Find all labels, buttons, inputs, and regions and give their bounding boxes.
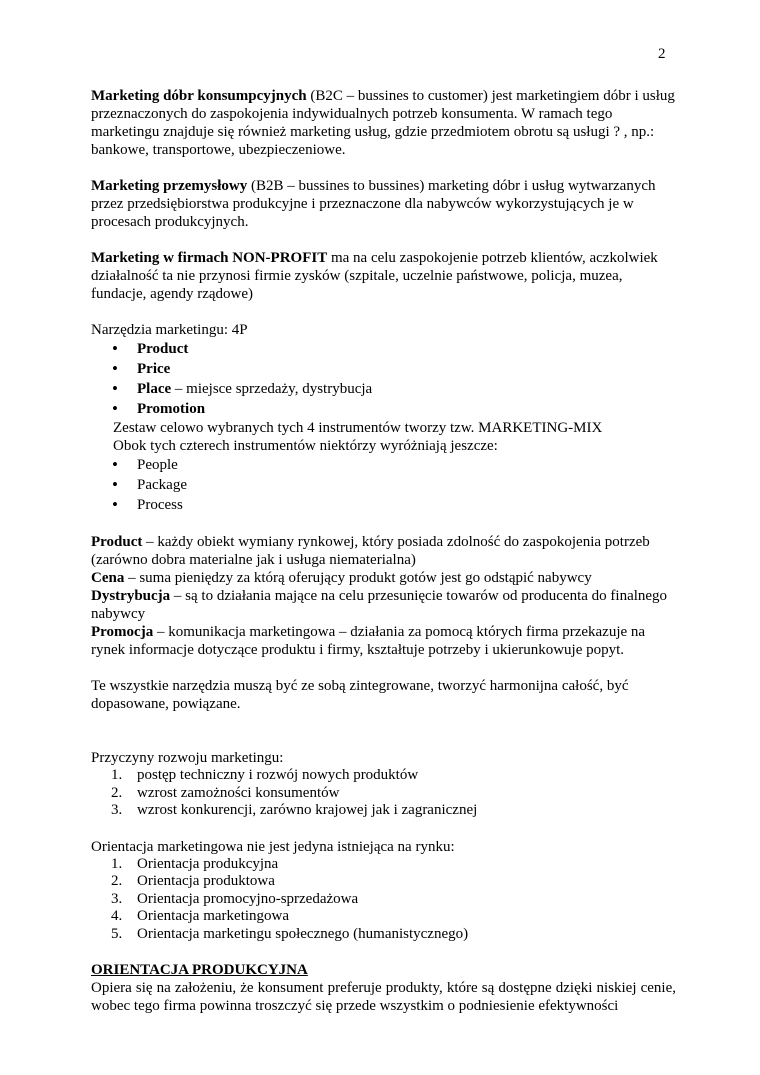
list-item: • Package (91, 475, 676, 495)
section-text: Opiera się na założeniu, że konsument preferuje produkty, które są dostępne dzięki niskiej cenie, wobec tego firma powinna troszczyć się przede wszystkim o podniesienie efektywności (91, 980, 676, 1014)
list-item: • Price (91, 359, 676, 379)
definition-dystrybucja: Dystrybucja – są to działania mające na celu przesunięcie towarów od producenta do finalnego nabywcy (91, 588, 668, 622)
list-item: 1. Orientacja produkcyjna (111, 855, 279, 872)
list-item: • Place – miejsce sprzedaży, dystrybucja (91, 379, 676, 399)
list-item: 4. Orientacja marketingowa (111, 908, 290, 924)
definition-promocja: Promocja – komunikacja marketingowa – działania za pomocą których firma przekazuje na rynek informacje dotyczące produktu i firmy, kształtuje potrzeby i ukierunkowuje popyt. (91, 624, 646, 658)
list-item: 2. wzrost zamożności konsumentów (111, 784, 340, 801)
tools-intro: Narzędzia marketingu: 4P (91, 322, 248, 338)
list-item: • Process (91, 495, 676, 515)
mix-line: Zestaw celowo wybranych tych 4 instrumentów tworzy tzw. MARKETING-MIX (113, 420, 603, 436)
definition-cena: Cena – suma pieniędzy za którą oferujący produkt gotów jest go odstąpić nabywcy (91, 570, 592, 586)
section-heading: ORIENTACJA PRODUKCYJNA (91, 962, 308, 978)
four-p-list (91, 339, 676, 419)
page-number: 2 (658, 46, 666, 62)
reasons-intro: Przyczyny rozwoju marketingu: (91, 750, 284, 766)
paragraph-b2b (91, 177, 676, 231)
list-item: 3. Orientacja promocyjno-sprzedażowa (111, 890, 359, 907)
reasons-list (91, 767, 676, 820)
page-body (91, 87, 676, 1015)
text-nonprofit: ma na celu zaspokojenie potrzeb klientów, aczkolwiek działalność ta nie przynosi firmie zysków (szpitale, uczelnie państwowe, policja, muzea, fundacje, agendy rządowe) (91, 250, 658, 302)
term-b2c: Marketing dóbr konsumpcyjnych (91, 88, 307, 104)
list-item: • Promotion (91, 399, 676, 419)
term-b2b: Marketing przemysłowy (91, 178, 248, 194)
list-item: 2. Orientacja produktowa (111, 873, 275, 889)
list-item: • Product (91, 339, 676, 359)
list-item: 1. postęp techniczny i rozwój nowych produktów (111, 767, 419, 783)
term-nonprofit: Marketing w firmach NON-PROFIT (91, 250, 328, 266)
paragraph-b2c (91, 87, 676, 159)
text-b2c: (B2C – bussines to customer) jest marketingiem dóbr i usług przeznaczonych do zaspokojenia indywidualnych potrzeb konsumenta. W ramach tego marketingu znajduje się również marketing usług, gdzie przedmiotem obrotu są usługi ? , np.: bankowe, transportowe, ubezpieczeniowe. (91, 88, 675, 158)
list-item: 5. Orientacja marketingu społecznego (humanistycznego) (111, 925, 469, 942)
orientation-list (91, 856, 676, 944)
paragraph-nonprofit (91, 249, 676, 303)
list-item: 3. wzrost konkurencji, zarówno krajowej jak i zagranicznej (111, 802, 478, 818)
text-b2b: (B2B – bussines to bussines) marketing dóbr i usług wytwarzanych przez przedsiębiorstwa produkcyjne i przeznaczone dla nabywców wykorzystujących je w procesach produkcyjnych. (91, 178, 656, 230)
integration-paragraph: Te wszystkie narzędzia muszą być ze sobą zintegrowane, tworzyć harmonijna całość, być dopasowane, powiązane. (91, 678, 629, 712)
extra-list (91, 455, 676, 515)
definition-product: Product – każdy obiekt wymiany rynkowej, który posiada zdolność do zaspokojenia potrzeb (zarówno dobra materialne jak i usługa niematerialna) (91, 534, 650, 568)
list-item: • People (91, 455, 676, 475)
orientation-intro: Orientacja marketingowa nie jest jedyna istniejąca na rynku: (91, 838, 455, 855)
extra-line: Obok tych czterech instrumentów niektórzy wyróżniają jeszcze: (113, 438, 498, 454)
